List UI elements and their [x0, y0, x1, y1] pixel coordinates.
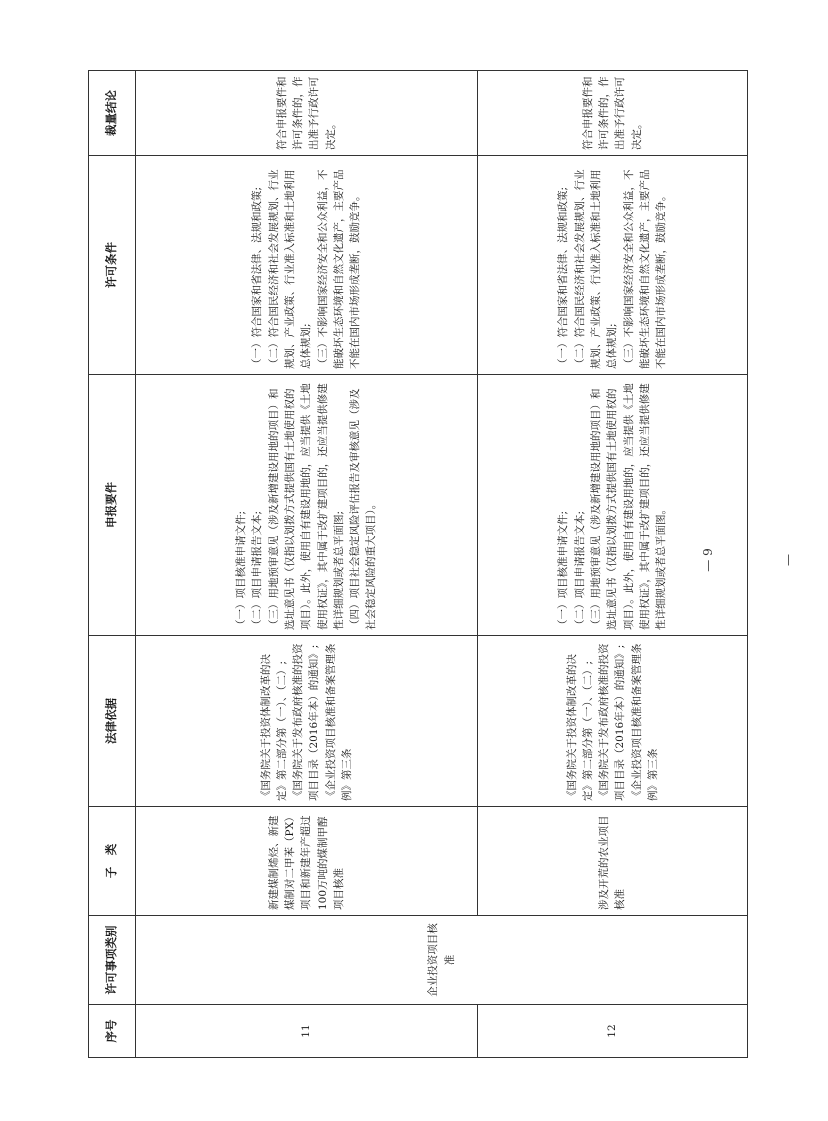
header-conditions: 许可条件: [89, 156, 136, 375]
requirements-cell: （一）项目核准申请文件; （二）项目申请报告文本; （三）用地预审意见（涉及新增建设用地的项目）和选址意见书（仅指以划拨方式提供国有土地使用权的项目）。此外，使用自有建设用地的，应当提供《土地使用权证》，其中属于改扩建项目的，还应当提供修建性详细规划或者总平面图; （四）项目社会稳定风险评估报告及审核意见（涉及社会稳定风险的重大项目）。: [136, 375, 478, 636]
sub-cell: 新建煤制烯烃、新建煤制对二甲苯（PX）项目和新建年产超过100万吨的煤制甲醇项目核准: [136, 807, 478, 916]
rotated-table-wrapper: [88, 70, 795, 1058]
page-number: — 9 —: [701, 548, 795, 572]
row-number: 12: [477, 1005, 747, 1058]
sub-cell: 涉及开荒的农业项目核准: [477, 807, 747, 916]
law-cell: 《国务院关于投资体制改革的决定》第二部分第（一）、（二）;《国务院关于发布政府核准的投资项目目录（2016年本）的通知》;《企业投资项目核准和备案管理条例》第三条: [477, 636, 747, 807]
law-cell: 《国务院关于投资体制改革的决定》第二部分第（一）、（二）;《国务院关于发布政府核准的投资项目目录（2016年本）的通知》;《企业投资项目核准和备案管理条例》第三条: [136, 636, 478, 807]
header-law: 法律依据: [89, 636, 136, 807]
conclusion-cell: 符合申报要件和许可条件的，作出准予行政许可决定。: [136, 71, 478, 156]
header-conclusion: 裁量结论: [89, 71, 136, 156]
requirements-cell: （一）项目核准申请文件; （二）项目申请报告文本; （三）用地预审意见（涉及新增建设用地的项目）和选址意见书（仅指以划拨方式提供国有土地使用权的项目）。此外，使用自有建设用地的，应当提供《土地使用权证》，其中属于改扩建项目的，还应当提供修建性详细规划或者总平面图。: [477, 375, 747, 636]
conditions-cell: （一）符合国家和省法律、法规和政策; （二）符合国民经济和社会发展规划、行业规划、产业政策、行业准入标准和土地利用总体规划; （三）不影响国家经济安全和公众利益，不能破坏生态环境和自然文化遗产，主要产品不能在国内市场形成垄断，鼓励竞争。: [477, 156, 747, 375]
header-sub: 子 类: [89, 807, 136, 916]
header-category: 许可事项类别: [89, 916, 136, 1005]
conditions-cell: （一）符合国家和省法律、法规和政策; （二）符合国民经济和社会发展规划、行业规划、产业政策、行业准入标准和土地利用总体规划; （三）不影响国家经济安全和公众利益，不能破坏生态环境和自然文化遗产，主要产品不能在国内市场形成垄断，鼓励竞争。: [136, 156, 478, 375]
table-header-row: [89, 71, 136, 1058]
header-no: 序号: [89, 1005, 136, 1058]
table-row: [136, 71, 478, 1058]
permit-table: [88, 70, 795, 1058]
header-requirements: 申报要件: [89, 375, 136, 636]
row-number: 11: [136, 1005, 478, 1058]
category-cell: 企业投资项目核准: [136, 916, 748, 1005]
conclusion-cell: 符合申报要件和许可条件的，作出准予行政许可决定。: [477, 71, 747, 156]
